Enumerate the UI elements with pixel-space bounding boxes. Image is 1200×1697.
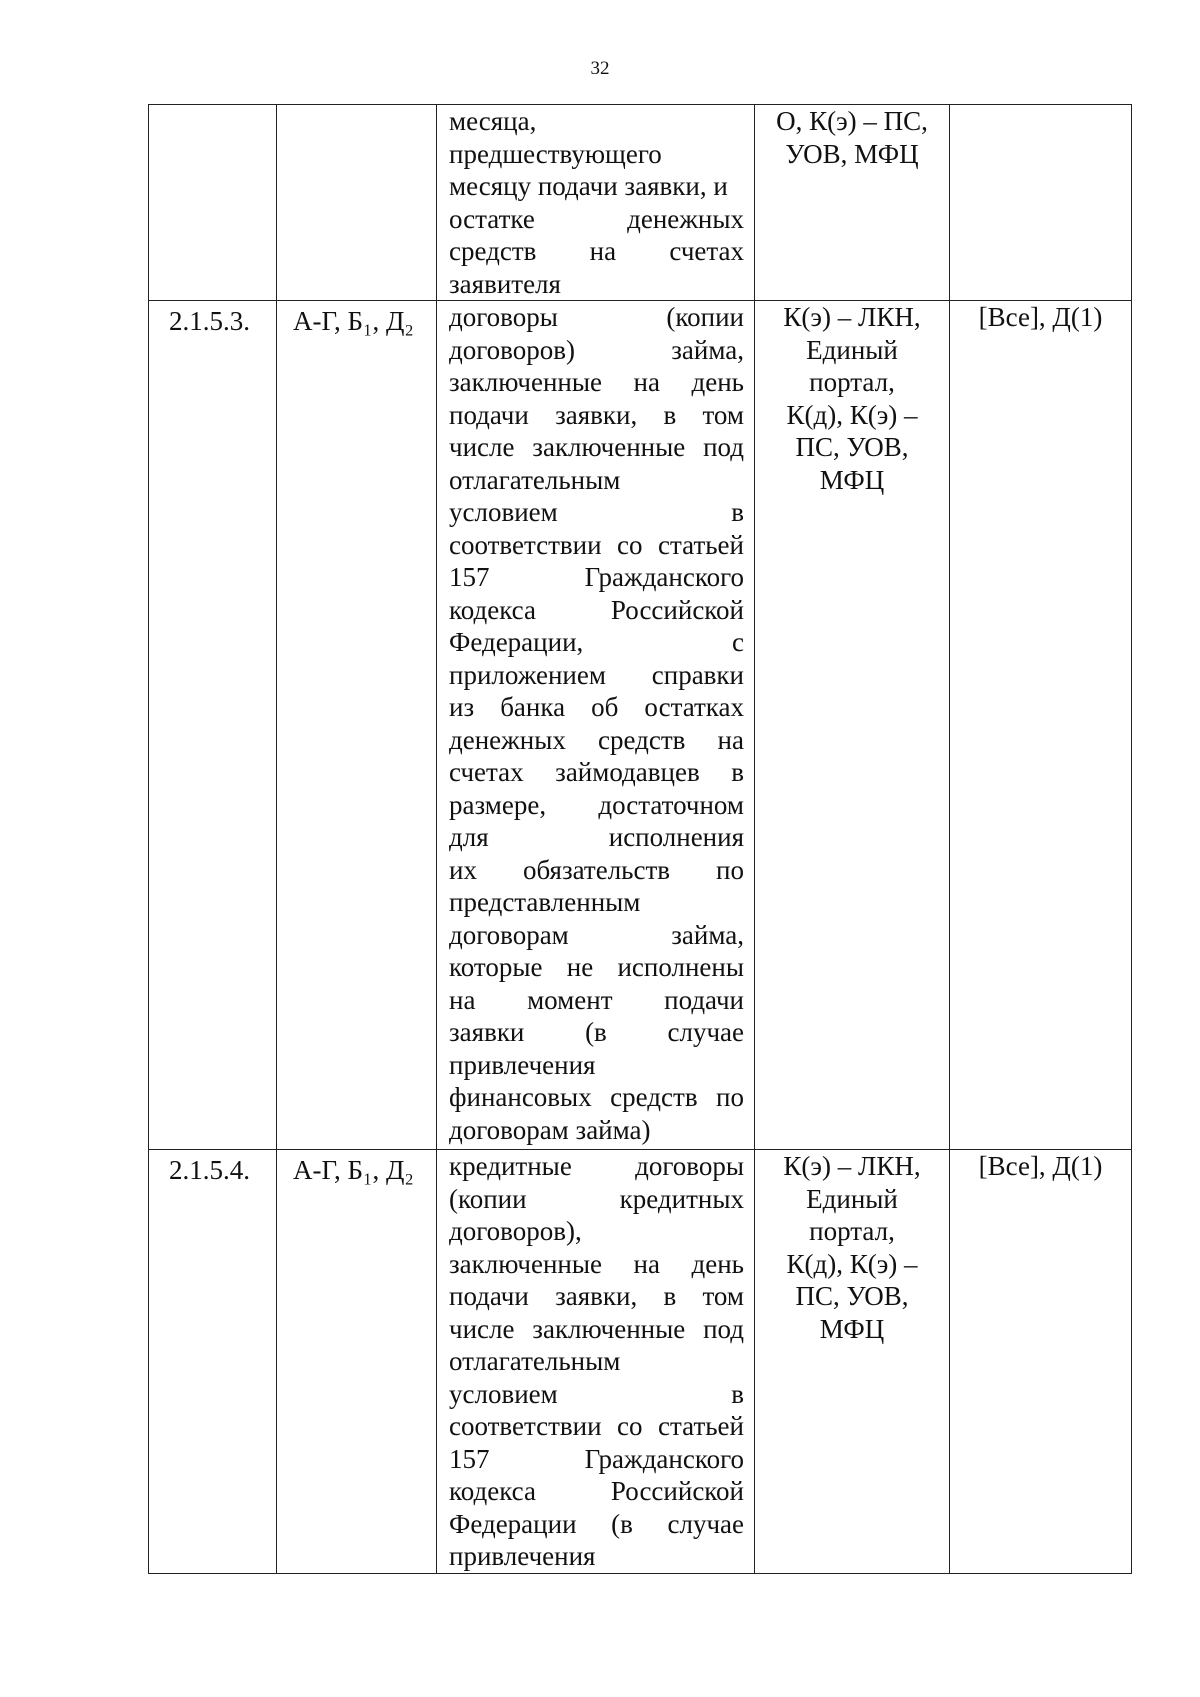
item-number: 2.1.5.4. — [169, 1155, 250, 1185]
cell-item-number — [149, 301, 277, 1150]
description-line: их обязательств по — [449, 854, 744, 885]
description-line: условием в — [449, 1378, 744, 1409]
submission-line: УОВ, МФЦ — [785, 138, 919, 169]
submission-method — [755, 105, 949, 170]
description-line: условием в — [449, 497, 744, 527]
description-line: заключенные на день — [449, 367, 744, 397]
description-line: заключенные на день — [449, 1248, 744, 1279]
description-line: финансовых средств по — [449, 1082, 744, 1112]
description-line: числе заключенные под — [449, 1313, 744, 1344]
description-line: кредитные договоры — [449, 1151, 744, 1181]
document-description — [437, 1150, 754, 1573]
submission-line: К(д), К(э) – — [786, 399, 918, 430]
applicant-category: А-Г, Б₁, Д₂ — [293, 1155, 414, 1185]
submission-line: портал, — [809, 1216, 895, 1246]
description-line: средств на счетах — [449, 236, 744, 266]
applicant-category — [277, 105, 436, 109]
submission-line: ПС, УОВ, — [795, 432, 909, 462]
description-line: предшествующего — [449, 138, 662, 169]
cell-document-description — [437, 301, 755, 1150]
cell-applicant-category — [277, 1150, 437, 1574]
cell-applicant-category — [277, 105, 437, 301]
description-line: для исполнения — [449, 822, 744, 852]
submission-method — [755, 301, 949, 496]
description-line: 157 Гражданского — [449, 562, 744, 592]
description-line: подачи заявки, в том — [449, 1281, 744, 1311]
description-line: привлечения — [449, 1541, 596, 1571]
description-line: Федерации (в случае — [449, 1508, 744, 1539]
submission-line: МФЦ — [819, 464, 885, 495]
submission-line: К(э) – ЛКН, — [783, 1151, 921, 1181]
submission-line: Единый — [806, 334, 898, 365]
description-line: соответствии со статьей — [449, 529, 744, 560]
documents-table — [148, 104, 1132, 1574]
description-line: заявителя — [449, 268, 561, 299]
description-line: на момент подачи — [449, 984, 744, 1015]
submission-line: О, К(э) – ПС, — [776, 106, 928, 136]
cell-item-number — [149, 1150, 277, 1574]
document-description — [437, 301, 754, 1146]
description-line: (копии кредитных — [449, 1183, 744, 1214]
item-number — [149, 105, 276, 109]
description-line: представленным — [449, 887, 641, 917]
note: [Все], Д(1) — [978, 302, 1103, 332]
cell-submission-method — [755, 105, 950, 301]
submission-line: К(э) – ЛКН, — [783, 302, 921, 332]
cell-note — [950, 1150, 1132, 1574]
cell-document-description — [437, 1150, 755, 1574]
description-line: месяца, — [449, 106, 537, 136]
applicant-category: А-Г, Б₁, Д₂ — [293, 306, 414, 336]
submission-line: К(д), К(э) – — [786, 1248, 918, 1279]
description-line: договоры (копии — [449, 302, 744, 332]
description-line: договоров) займа, — [449, 334, 744, 365]
description-line: отлагательным — [449, 1346, 621, 1376]
table-row — [149, 1150, 1132, 1574]
document-description — [437, 105, 754, 300]
description-line: денежных средств на — [449, 724, 744, 755]
description-line: месяцу подачи заявки, и — [449, 171, 728, 201]
description-line: договорам займа, — [449, 919, 744, 950]
description-line: которые не исполнены — [449, 952, 744, 982]
submission-line: портал, — [809, 367, 895, 397]
item-number: 2.1.5.3. — [169, 306, 250, 336]
description-line: числе заключенные под — [449, 432, 744, 462]
submission-line: МФЦ — [819, 1313, 885, 1344]
description-line: заявки (в случае — [449, 1017, 744, 1047]
description-line: остатке денежных — [449, 203, 744, 234]
page-number: 32 — [590, 58, 610, 79]
cell-document-description — [437, 105, 755, 301]
table-row — [149, 105, 1132, 301]
description-line: из банка об остатках — [449, 692, 744, 722]
note: [Все], Д(1) — [978, 1151, 1103, 1181]
submission-line: Единый — [806, 1183, 898, 1214]
description-line: кодекса Российской — [449, 594, 744, 625]
cell-submission-method — [755, 301, 950, 1150]
cell-applicant-category — [277, 301, 437, 1150]
description-line: счетах займодавцев в — [449, 757, 744, 787]
cell-note — [950, 105, 1132, 301]
description-line: договорам займа) — [449, 1114, 651, 1145]
description-line: соответствии со статьей — [449, 1411, 744, 1441]
table-row — [149, 301, 1132, 1150]
description-line: 157 Гражданского — [449, 1443, 744, 1474]
cell-submission-method — [755, 1150, 950, 1574]
submission-line: ПС, УОВ, — [795, 1281, 909, 1311]
cell-item-number — [149, 105, 277, 301]
description-line: подачи заявки, в том — [449, 399, 744, 430]
description-line: привлечения — [449, 1049, 596, 1080]
submission-method — [755, 1150, 949, 1345]
description-line: отлагательным — [449, 464, 621, 495]
description-line: размере, достаточном — [449, 789, 744, 820]
description-line: кодекса Российской — [449, 1476, 744, 1506]
description-line: Федерации, с — [449, 627, 744, 657]
description-line: приложением справки — [449, 659, 744, 690]
cell-note — [950, 301, 1132, 1150]
table-body — [149, 105, 1132, 1574]
description-line: договоров), — [449, 1216, 582, 1246]
